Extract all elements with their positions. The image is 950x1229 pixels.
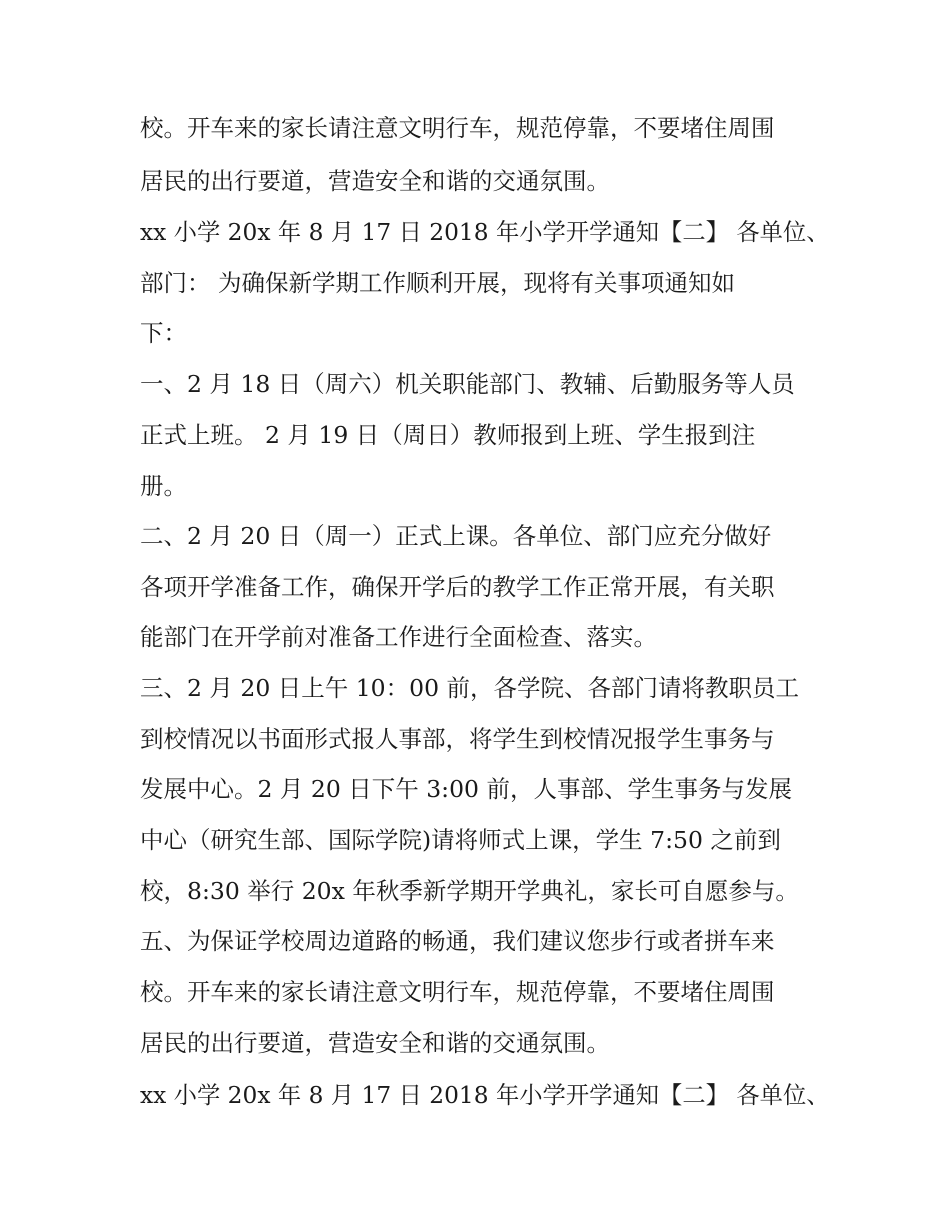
text-line: 二、2 月 20 日（周一）正式上课。各单位、部门应充分做好: [140, 522, 772, 550]
text-line: 能部门在开学前对准备工作进行全面检查、落实。: [140, 623, 657, 651]
text-line: 校。开车来的家长请注意文明行车，规范停靠，不要堵住周围: [140, 978, 775, 1006]
text-line: 下：: [140, 319, 187, 347]
text-line: 一、2 月 18 日（周六）机关职能部门、教辅、后勤服务等人员: [140, 370, 795, 398]
text-line: 正式上班。 2 月 19 日（周日）教师报到上班、学生报到注: [140, 421, 756, 449]
text-line: 校，8:30 举行 20x 年秋季新学期开学典礼，家长可自愿参与。: [140, 877, 799, 905]
text-line: 三、2 月 20 日上午 10：00 前，各学院、各部门请将教职员工: [140, 674, 800, 702]
text-line: 五、为保证学校周边道路的畅通，我们建议您步行或者拼车来: [140, 927, 775, 955]
text-line: xx 小学 20x 年 8 月 17 日 2018 年小学开学通知【二】 各单位、: [140, 1081, 830, 1109]
text-line: 册。: [140, 472, 187, 500]
text-line: 发展中心。2 月 20 日下午 3:00 前，人事部、学生事务与发展: [140, 775, 792, 803]
text-line: 各项开学准备工作，确保开学后的教学工作正常开展，有关职: [140, 573, 775, 601]
text-line: 居民的出行要道，营造安全和谐的交通氛围。: [140, 1029, 610, 1057]
text-line: 校。开车来的家长请注意文明行车，规范停靠，不要堵住周围: [140, 114, 775, 142]
text-line: 到校情况以书面形式报人事部，将学生到校情况报学生事务与: [140, 725, 775, 753]
text-line: 部门： 为确保新学期工作顺利开展，现将有关事项通知如: [140, 269, 735, 297]
text-line: xx 小学 20x 年 8 月 17 日 2018 年小学开学通知【二】 各单位、: [140, 218, 830, 246]
text-line: 中心（研究生部、国际学院)请将师式上课，学生 7:50 之前到: [140, 826, 781, 854]
text-line: 居民的出行要道，营造安全和谐的交通氛围。: [140, 167, 610, 195]
